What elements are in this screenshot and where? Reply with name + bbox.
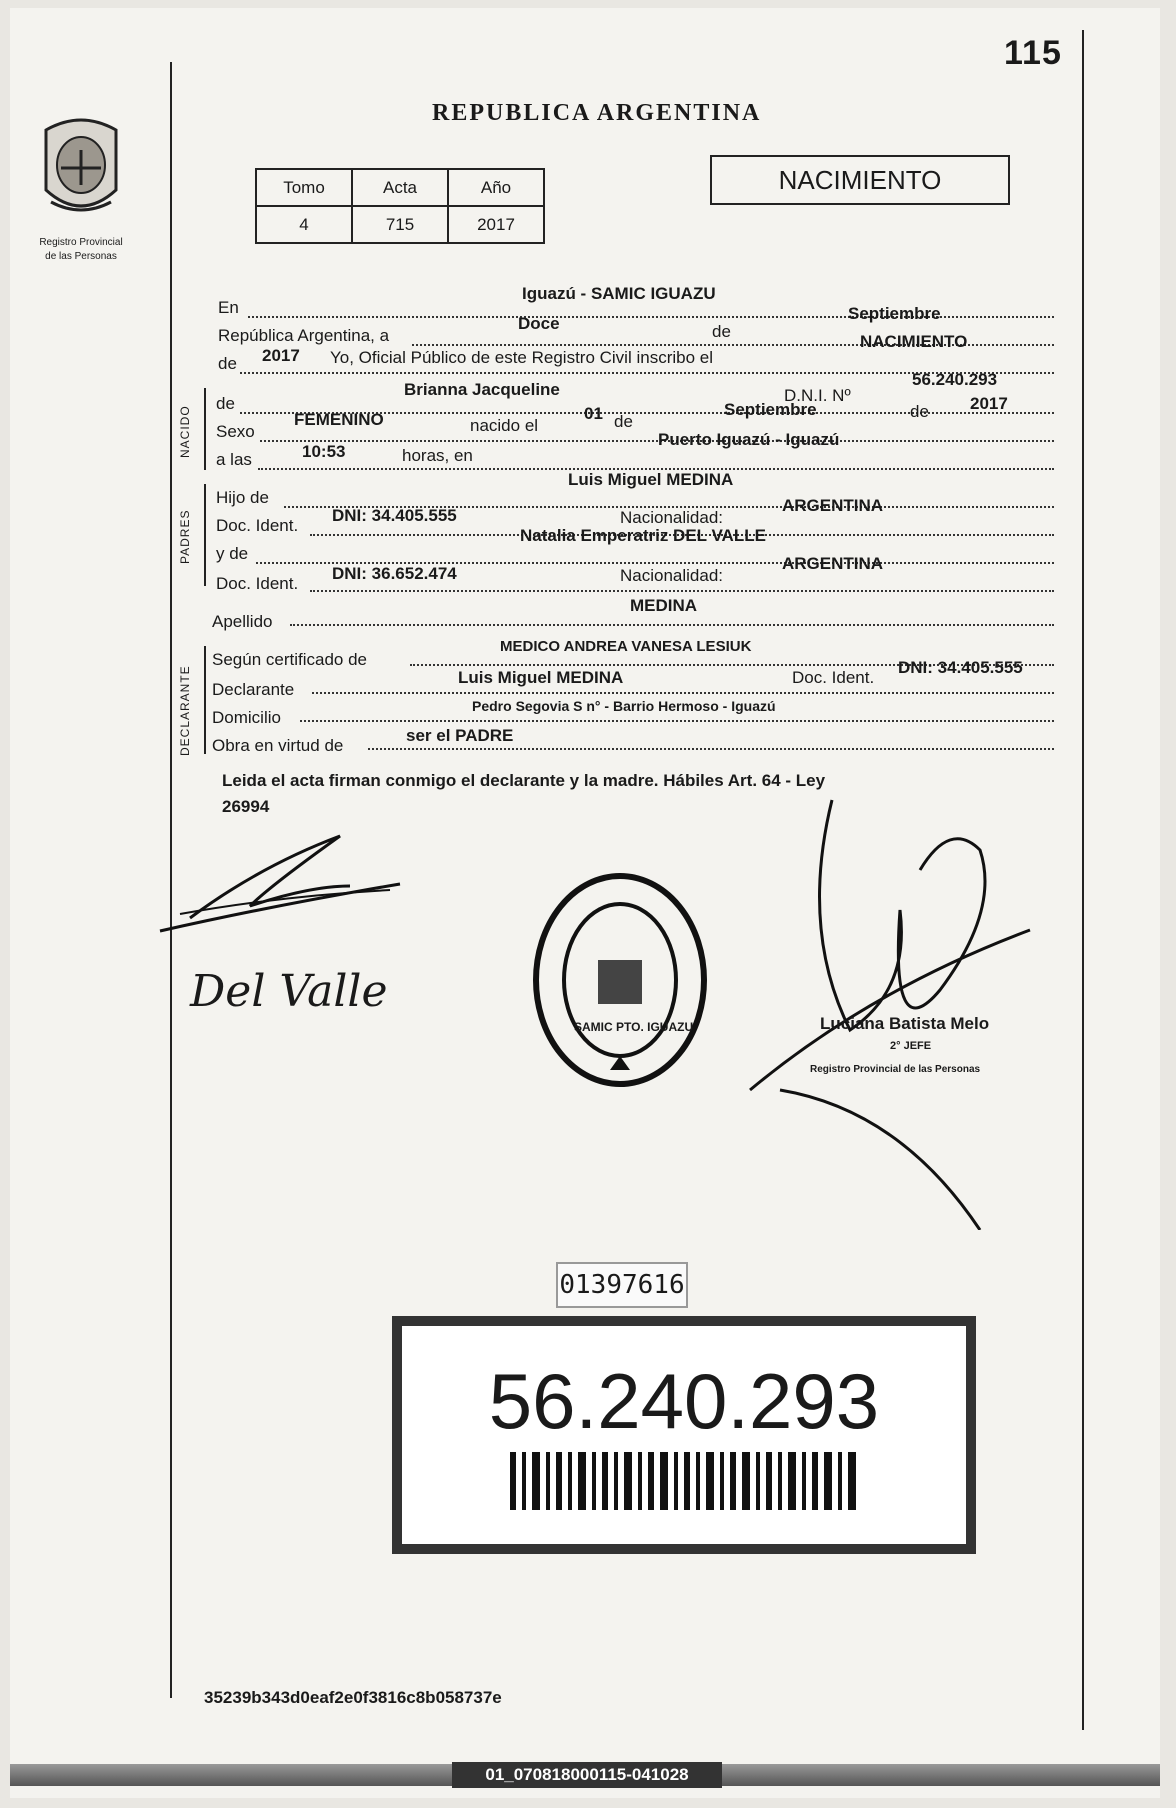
nacido-de-label: de <box>216 394 235 413</box>
record-header-tomo: Tomo <box>256 169 352 206</box>
mother-name: Natalia Emperatriz DEL VALLE <box>520 526 766 545</box>
nacido-el-label: nacido el <box>470 416 539 435</box>
logo-caption-line2: de las Personas <box>45 251 117 262</box>
declarante-label: Declarante <box>212 680 295 699</box>
seal-text: SAMIC PTO. IGUAZU <box>574 1020 694 1034</box>
mother-doc-label: Doc. Ident. <box>216 574 299 593</box>
official-signature <box>740 790 1040 1230</box>
page-number: 115 <box>1004 34 1062 72</box>
record-header-ano: Año <box>448 169 544 206</box>
mother-line <box>256 546 1054 564</box>
document-title: REPUBLICA ARGENTINA <box>432 100 762 126</box>
oficial-text: Yo, Oficial Público de este Registro Civil inscribo el <box>330 348 713 367</box>
declarant-signature <box>150 826 410 946</box>
record-table <box>255 168 545 244</box>
child-dni: 56.240.293 <box>912 370 998 389</box>
mother-signature: Del Valle <box>190 966 388 1017</box>
father-doc: DNI: 34.405.555 <box>332 506 457 525</box>
birth-place: Puerto Iguazú - Iguazú <box>658 430 840 449</box>
month-value: Septiembre <box>848 304 941 323</box>
birth-time: 10:53 <box>302 442 346 461</box>
apellido-label: Apellido <box>212 612 273 631</box>
registry-logo <box>26 110 136 263</box>
official-name: Luciana Batista Melo <box>820 1014 990 1033</box>
year-value: 2017 <box>262 346 300 365</box>
birth-de-label: de <box>614 412 633 431</box>
sexo-label: Sexo <box>216 422 255 441</box>
inscribe-value: NACIMIENTO <box>860 332 968 351</box>
father-doc-label: Doc. Ident. <box>216 516 299 535</box>
declarante-doc-label: Doc. Ident. <box>792 668 875 687</box>
declarante-section-label: DECLARANTE <box>178 665 192 756</box>
en-value: Iguazú - SAMIC IGUAZU <box>522 284 716 303</box>
closing-line-2: 26994 <box>222 797 270 816</box>
birth-day: 01 <box>584 404 603 423</box>
dni-label: D.N.I. Nº <box>784 386 851 405</box>
declarante-line <box>312 676 1054 694</box>
father-name: Luis Miguel MEDINA <box>568 470 734 489</box>
control-number: 01397616 <box>556 1262 688 1308</box>
horas-label: horas, en <box>402 446 473 465</box>
record-value-acta: 715 <box>352 206 448 243</box>
father-nat-label: Nacionalidad: <box>620 508 724 527</box>
father-nationality: ARGENTINA <box>782 496 884 515</box>
birth-de-label-2: de <box>910 402 929 421</box>
record-value-ano: 2017 <box>448 206 544 243</box>
de-label-2: de <box>218 354 237 373</box>
record-value-tomo: 4 <box>256 206 352 243</box>
birth-year: 2017 <box>970 394 1008 413</box>
apellido-value: MEDINA <box>630 596 698 615</box>
padres-section-label: PADRES <box>178 509 192 564</box>
security-serial-box <box>392 1316 976 1554</box>
day-value: Doce <box>518 314 560 333</box>
mother-nat-label: Nacionalidad: <box>620 566 724 585</box>
republica-label: República Argentina, a <box>218 326 390 345</box>
seal-icon <box>530 870 710 1090</box>
record-type-box: NACIMIENTO <box>710 155 1010 205</box>
domicilio-label: Domicilio <box>212 708 281 727</box>
en-label: En <box>218 298 239 317</box>
alas-label: a las <box>216 450 252 469</box>
obra-value: ser el PADRE <box>406 726 514 745</box>
official-org: Registro Provincial de las Personas <box>810 1064 981 1075</box>
closing-line-1: Leida el acta firman conmigo el declarante y la madre. Hábiles Art. 64 - Ley <box>222 771 826 790</box>
de-label-1: de <box>712 322 731 341</box>
record-header-acta: Acta <box>352 169 448 206</box>
time-line <box>258 452 1054 470</box>
yde-label: y de <box>216 544 249 563</box>
child-name: Brianna Jacqueline <box>404 380 560 399</box>
declarante-doc: DNI: 34.405.555 <box>898 658 1023 677</box>
mother-doc: DNI: 36.652.474 <box>332 564 457 583</box>
serial-number: 56.240.293 <box>488 1357 880 1445</box>
hijo-label: Hijo de <box>216 488 269 507</box>
nacido-section-label: NACIDO <box>178 405 192 458</box>
padres-bracket <box>204 484 206 586</box>
barcode <box>510 1452 858 1510</box>
obra-label: Obra en virtud de <box>212 736 344 755</box>
mother-nationality: ARGENTINA <box>782 554 884 573</box>
declarante-value: Luis Miguel MEDINA <box>458 668 624 687</box>
cert-label: Según certificado de <box>212 650 367 669</box>
domicilio-value: Pedro Segovia S n° - Barrio Hermoso - Iguazú <box>472 698 776 714</box>
right-frame-line <box>1082 30 1084 1730</box>
birth-month: Septiembre <box>724 400 817 419</box>
nacido-bracket <box>204 388 206 470</box>
logo-caption-line1: Registro Provincial <box>39 237 123 248</box>
footer-id: 01_070818000115-041028 <box>452 1762 722 1788</box>
document-hash: 35239b343d0eaf2e0f3816c8b058737e <box>204 1688 502 1707</box>
official-seal <box>530 870 710 1090</box>
declarante-bracket <box>204 646 206 754</box>
coat-of-arms-icon <box>31 110 131 230</box>
official-title: 2° JEFE <box>890 1040 932 1052</box>
cert-value: MEDICO ANDREA VANESA LESIUK <box>500 638 752 655</box>
sexo-value: FEMENINO <box>294 410 384 429</box>
